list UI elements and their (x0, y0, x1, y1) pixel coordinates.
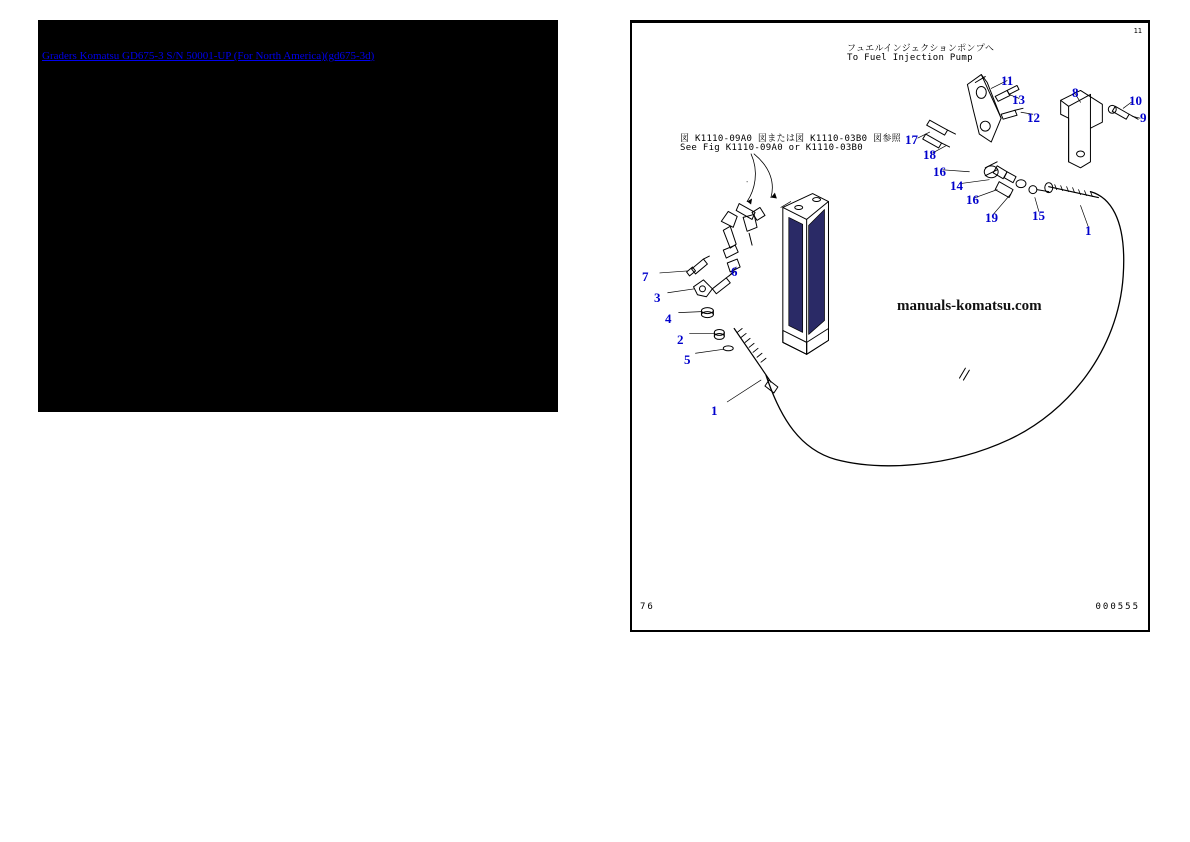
callout-number: 12 (1027, 110, 1040, 125)
callout-number: 16 (933, 164, 946, 179)
to-fuel-injection-pump-label-en: To Fuel Injection Pump (847, 53, 973, 63)
callout-number: 1 (711, 403, 718, 418)
see-figure-reference-jp: 図 K1110-09A0 図または図 K1110-03B0 図参照 (680, 134, 901, 144)
drawing-number-right: 000555 (1095, 602, 1140, 612)
parts-diagram-linework (632, 23, 1148, 630)
page-number-left: 76 (640, 602, 655, 612)
callout-number: 6 (731, 264, 738, 279)
callout-number: 11 (1001, 73, 1014, 88)
callout-number: 7 (642, 269, 649, 284)
watermark-text: manuals-komatsu.com (897, 298, 1042, 314)
callout-number: 4 (665, 311, 672, 326)
callout-number: 19 (985, 210, 998, 225)
callout-number: 8 (1072, 85, 1079, 100)
see-figure-reference-en: See Fig K1110-09A0 or K1110-03B0 (680, 143, 863, 153)
callout-number: 13 (1012, 92, 1025, 107)
callout-number: 9 (1140, 110, 1147, 125)
callout-number: 14 (950, 178, 963, 193)
callout-number: 16 (966, 192, 979, 207)
callout-number: 18 (923, 147, 936, 162)
callout-number: 5 (684, 352, 691, 367)
document-preview-panel (38, 20, 558, 412)
callout-number: 10 (1129, 93, 1142, 108)
parts-diagram-page (630, 20, 1150, 632)
callout-number: 2 (677, 332, 684, 347)
callout-number: 3 (654, 290, 661, 305)
callout-number: 15 (1032, 208, 1045, 223)
to-fuel-injection-pump-label-jp: フュエルインジェクションポンプへ (847, 44, 995, 54)
page-corner-mark: 11 (1133, 27, 1142, 35)
callout-number: 1 (1085, 223, 1092, 238)
document-title-link[interactable]: Graders Komatsu GD675-3 S/N 50001-UP (For North America)(gd675-3d) (42, 50, 375, 62)
callout-number: 17 (905, 132, 918, 147)
